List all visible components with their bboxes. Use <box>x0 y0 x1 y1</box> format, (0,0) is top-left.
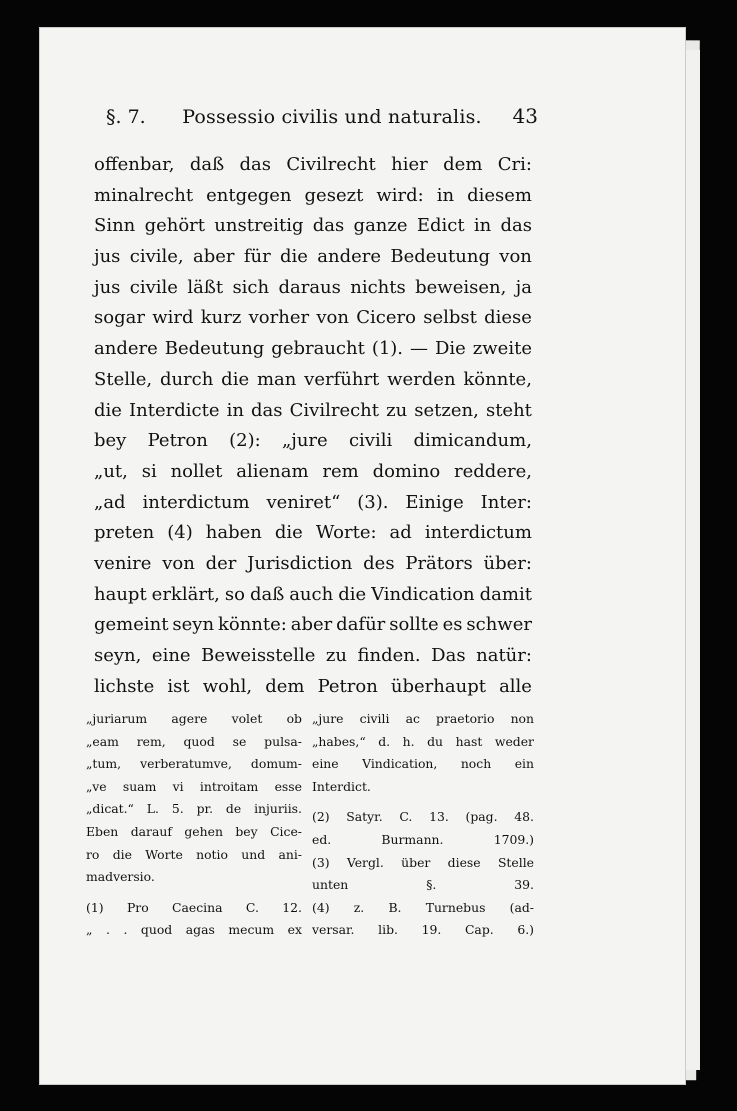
word: Civilrecht <box>289 399 380 421</box>
word: §. <box>426 877 437 893</box>
word: setzen, <box>414 399 479 421</box>
word: Cap. <box>464 922 494 938</box>
word: C. <box>399 809 413 825</box>
word: Interdict. <box>312 778 371 794</box>
text-line <box>94 488 532 519</box>
footnote-line <box>312 753 534 776</box>
text-line <box>94 365 532 396</box>
word: quod <box>140 922 173 938</box>
word: ac <box>405 711 420 726</box>
footnote-line <box>312 806 534 829</box>
word: 13. <box>429 809 449 825</box>
word: (1). <box>371 338 404 360</box>
word: „jure <box>281 430 328 452</box>
word: Petron <box>317 675 378 697</box>
word: „jure <box>312 711 344 726</box>
word: quod <box>183 733 215 749</box>
word: daß <box>249 583 285 605</box>
word: esse <box>274 778 302 794</box>
word: sich <box>232 276 270 298</box>
main-text <box>94 150 532 702</box>
word: introitam <box>199 778 259 794</box>
text-line <box>94 610 532 641</box>
footnote-line <box>312 708 534 731</box>
word: 6.) <box>517 922 534 938</box>
word: zu <box>386 399 408 421</box>
word: injuriis. <box>254 801 302 817</box>
word: nollet <box>170 460 223 482</box>
word: (ad- <box>509 899 534 915</box>
word: die <box>221 368 250 390</box>
word: Die <box>434 338 466 360</box>
word: Stelle, <box>94 368 153 390</box>
word: 19. <box>421 922 442 938</box>
word: non <box>510 711 534 726</box>
word: „ <box>86 922 93 938</box>
word: das <box>500 215 532 237</box>
word: von <box>162 552 195 574</box>
word: wird <box>152 307 194 329</box>
word: finden. <box>357 645 421 666</box>
word: könnte, <box>463 368 532 390</box>
word: 1709.) <box>493 831 534 847</box>
word: in <box>473 215 492 237</box>
word: seyn, <box>94 645 142 666</box>
word: aber <box>192 246 235 268</box>
word: ani- <box>278 846 302 862</box>
text-line <box>94 518 532 549</box>
word: diese <box>447 854 481 870</box>
word: Vindication, <box>362 756 438 772</box>
word: Cice- <box>270 823 302 839</box>
word: Satyr. <box>346 809 383 825</box>
word: pulsa- <box>264 733 302 749</box>
word: in <box>436 184 455 206</box>
word: Interdicte <box>129 399 220 421</box>
footnote-line <box>86 844 302 867</box>
word: domum- <box>250 756 302 772</box>
footnote-line <box>86 776 302 799</box>
word: nichts <box>350 276 406 298</box>
word: alienam <box>236 460 309 482</box>
word: das <box>312 215 345 237</box>
word: B. <box>388 899 402 915</box>
word: versar. <box>312 922 355 938</box>
text-line <box>94 426 532 457</box>
word: agere <box>171 711 208 726</box>
word: hast <box>455 733 483 749</box>
word: 39. <box>514 877 534 893</box>
word: die <box>94 399 122 421</box>
word: . <box>105 922 110 938</box>
word: ja <box>515 276 532 298</box>
word: notio <box>196 846 228 862</box>
word: gebraucht <box>271 338 365 360</box>
word: daraus <box>278 276 341 298</box>
word: 12. <box>282 899 302 915</box>
word: die <box>112 846 132 862</box>
word: des <box>363 552 395 574</box>
word: vorher <box>248 307 310 329</box>
word: volet <box>231 711 263 726</box>
word: diese <box>484 307 532 329</box>
word: Worte <box>145 846 183 862</box>
word: hier <box>391 154 428 175</box>
text-line <box>94 672 532 703</box>
word: civile <box>129 276 178 298</box>
word: reddere, <box>454 460 532 482</box>
word: noch <box>460 756 492 772</box>
word: andere <box>317 246 382 268</box>
word: Vindication <box>371 583 475 605</box>
word: „habes,“ <box>312 733 366 749</box>
word: agas <box>185 922 215 938</box>
word: madversio. <box>86 869 155 885</box>
word: 5. <box>171 801 184 817</box>
word: se <box>232 733 247 749</box>
word: jus <box>94 276 121 298</box>
word: (pag. <box>465 809 498 825</box>
text-line <box>94 549 532 580</box>
word: dem <box>265 675 305 697</box>
word: haupt <box>94 583 147 605</box>
footnote-spacer <box>86 889 302 897</box>
word: pr. <box>196 801 214 817</box>
word: „eam <box>86 733 119 749</box>
word: das <box>251 399 283 421</box>
word: diesem <box>467 184 532 206</box>
word: die <box>274 522 303 544</box>
word: lib. <box>378 922 398 938</box>
word: selbst <box>423 307 477 329</box>
word: civili <box>348 430 393 452</box>
word: bey <box>94 430 127 452</box>
word: wohl, <box>202 675 253 697</box>
word: ad <box>389 522 412 544</box>
word: si <box>141 460 157 482</box>
word: Cri: <box>497 154 532 175</box>
word: Vergl. <box>346 854 384 870</box>
word: bey <box>235 823 258 839</box>
word: der <box>205 552 237 574</box>
word: ex <box>287 922 302 938</box>
word: dimicandum, <box>413 430 532 452</box>
word: von <box>316 307 349 329</box>
word: d. <box>378 733 391 749</box>
text-line <box>94 242 532 273</box>
word: — <box>410 338 428 360</box>
word: (3). <box>357 491 389 513</box>
word: interdictum <box>424 522 532 544</box>
word: zu <box>325 645 347 666</box>
word: verführt <box>304 368 380 390</box>
footnotes-right-column <box>312 708 534 942</box>
word: „ut, <box>94 460 128 482</box>
word: (1) <box>86 899 104 915</box>
word: „tum, <box>86 756 122 772</box>
footnote-line <box>312 874 534 897</box>
word: von <box>499 246 532 268</box>
word: erklärt, <box>151 583 220 605</box>
word: alle <box>499 675 532 697</box>
word: suam <box>122 778 157 794</box>
word: weder <box>494 733 534 749</box>
word: de <box>225 801 242 817</box>
word: gehen <box>184 823 223 839</box>
word: civili <box>359 711 390 726</box>
footnote-line <box>312 776 534 799</box>
word: veniret“ <box>266 491 341 513</box>
word: ganze <box>353 215 408 237</box>
word: damit <box>479 583 532 605</box>
footnote-line <box>312 852 534 875</box>
word: C. <box>245 899 259 915</box>
word: es <box>442 614 463 636</box>
text-line <box>94 334 532 365</box>
word: ro <box>86 846 100 862</box>
word: dafür <box>336 614 386 636</box>
word: (4) <box>312 899 330 915</box>
word: Beweisstelle <box>201 645 316 666</box>
word: Stelle <box>497 854 534 870</box>
word: unstreitig <box>214 215 304 237</box>
word: Pro <box>126 899 149 915</box>
word: ob <box>286 711 302 726</box>
footnote-line <box>312 829 534 852</box>
word: beweisen, <box>415 276 507 298</box>
word: auch <box>289 583 334 605</box>
word: L. <box>146 801 159 817</box>
text-line <box>94 641 532 672</box>
word: man <box>256 368 297 390</box>
word: gemeint <box>94 614 169 636</box>
word: Einige <box>405 491 464 513</box>
word: seyn <box>172 614 215 636</box>
word: natür: <box>476 645 532 666</box>
word: Bedeutung <box>390 246 490 268</box>
word: überhaupt <box>390 675 486 697</box>
word: preten <box>94 522 155 544</box>
word: (3) <box>312 854 330 870</box>
word: rem <box>322 460 359 482</box>
word: Das <box>431 645 466 666</box>
text-line <box>94 457 532 488</box>
word: lichste <box>94 675 155 697</box>
word: sogar <box>94 307 145 329</box>
word: verberatumve, <box>140 756 232 772</box>
word: sollte <box>389 614 439 636</box>
word: ein <box>514 756 534 772</box>
text-line <box>94 396 532 427</box>
footnote-line <box>86 919 302 942</box>
word: könnte: <box>217 614 287 636</box>
footnote-line <box>86 798 302 821</box>
word: Sinn <box>94 215 136 237</box>
running-header <box>106 104 538 128</box>
word: über <box>401 854 431 870</box>
word: Prätors <box>405 552 473 574</box>
text-line <box>94 211 532 242</box>
section-mark: §. 7. <box>106 106 146 128</box>
word: Cicero <box>356 307 416 329</box>
word: h. <box>402 733 415 749</box>
word: daß <box>189 154 225 175</box>
word: offenbar, <box>94 154 175 175</box>
word: aber <box>290 614 333 636</box>
word: läßt <box>187 276 224 298</box>
word: so <box>224 583 245 605</box>
word: unten <box>312 877 349 893</box>
word: 48. <box>514 809 534 825</box>
word: eine <box>312 756 339 772</box>
word: (2): <box>229 430 261 452</box>
word: kurz <box>200 307 242 329</box>
word: Edict <box>416 215 465 237</box>
word: wird: <box>376 184 424 206</box>
word: minalrecht <box>94 184 194 206</box>
footnotes-left-column <box>86 708 302 942</box>
word: praetorio <box>436 711 495 726</box>
word: Bedeutung <box>164 338 265 360</box>
word: entgegen <box>206 184 292 206</box>
word: Burmann. <box>381 831 444 847</box>
word: rem, <box>136 733 166 749</box>
word: jus <box>94 246 121 268</box>
footnote-line <box>86 866 302 889</box>
word: haben <box>205 522 262 544</box>
word: Jurisdiction <box>247 552 353 574</box>
word: „ve <box>86 778 107 794</box>
word: für <box>243 246 271 268</box>
word: venire <box>94 552 152 574</box>
text-line <box>94 181 532 212</box>
word: ed. <box>312 831 332 847</box>
word: gehört <box>144 215 206 237</box>
footnotes <box>86 708 534 942</box>
text-line <box>94 580 532 611</box>
word: Inter: <box>480 491 532 513</box>
word: domino <box>372 460 441 482</box>
word: werden <box>387 368 456 390</box>
word: du <box>427 733 444 749</box>
text-line <box>94 303 532 334</box>
word: gesezt <box>304 184 364 206</box>
word: „juriarum <box>86 711 148 726</box>
word: (4) <box>167 522 193 544</box>
word: Caecina <box>172 899 223 915</box>
footnote-line <box>86 821 302 844</box>
word: Civilrecht <box>286 154 376 175</box>
footnote-line <box>86 731 302 754</box>
word: die <box>280 246 308 268</box>
word: dem <box>443 154 483 175</box>
word: eine <box>151 645 191 666</box>
word: das <box>239 154 272 175</box>
word: ist <box>167 675 190 697</box>
word: in <box>226 399 244 421</box>
word: über: <box>483 552 532 574</box>
word: „dicat.“ <box>86 801 134 817</box>
word: durch <box>159 368 214 390</box>
footnote-line <box>86 708 302 731</box>
word: die <box>338 583 367 605</box>
word: mecum <box>228 922 275 938</box>
word: zweite <box>472 338 532 360</box>
word: vi <box>172 778 184 794</box>
word: darauf <box>130 823 172 839</box>
word: Worte: <box>315 522 377 544</box>
word: und <box>241 846 266 862</box>
footnote-line <box>312 731 534 754</box>
word: (2) <box>312 809 330 825</box>
word: Eben <box>86 823 119 839</box>
word: z. <box>353 899 365 915</box>
word: schwer <box>466 614 532 636</box>
footnote-spacer <box>312 798 534 806</box>
word: steht <box>485 399 532 421</box>
page-title: Possessio civilis und naturalis. <box>182 106 482 128</box>
footnote-line <box>86 753 302 776</box>
footnote-line <box>312 919 534 942</box>
text-line <box>94 273 532 304</box>
word: „ad <box>94 491 126 513</box>
footnote-line <box>86 897 302 920</box>
text-line <box>94 150 532 181</box>
footnote-line <box>312 897 534 920</box>
page-number: 43 <box>512 104 538 128</box>
word: andere <box>94 338 158 360</box>
word: civile, <box>129 246 184 268</box>
word: . <box>123 922 128 938</box>
word: Turnebus <box>425 899 486 915</box>
word: interdictum <box>142 491 250 513</box>
word: Petron <box>147 430 208 452</box>
